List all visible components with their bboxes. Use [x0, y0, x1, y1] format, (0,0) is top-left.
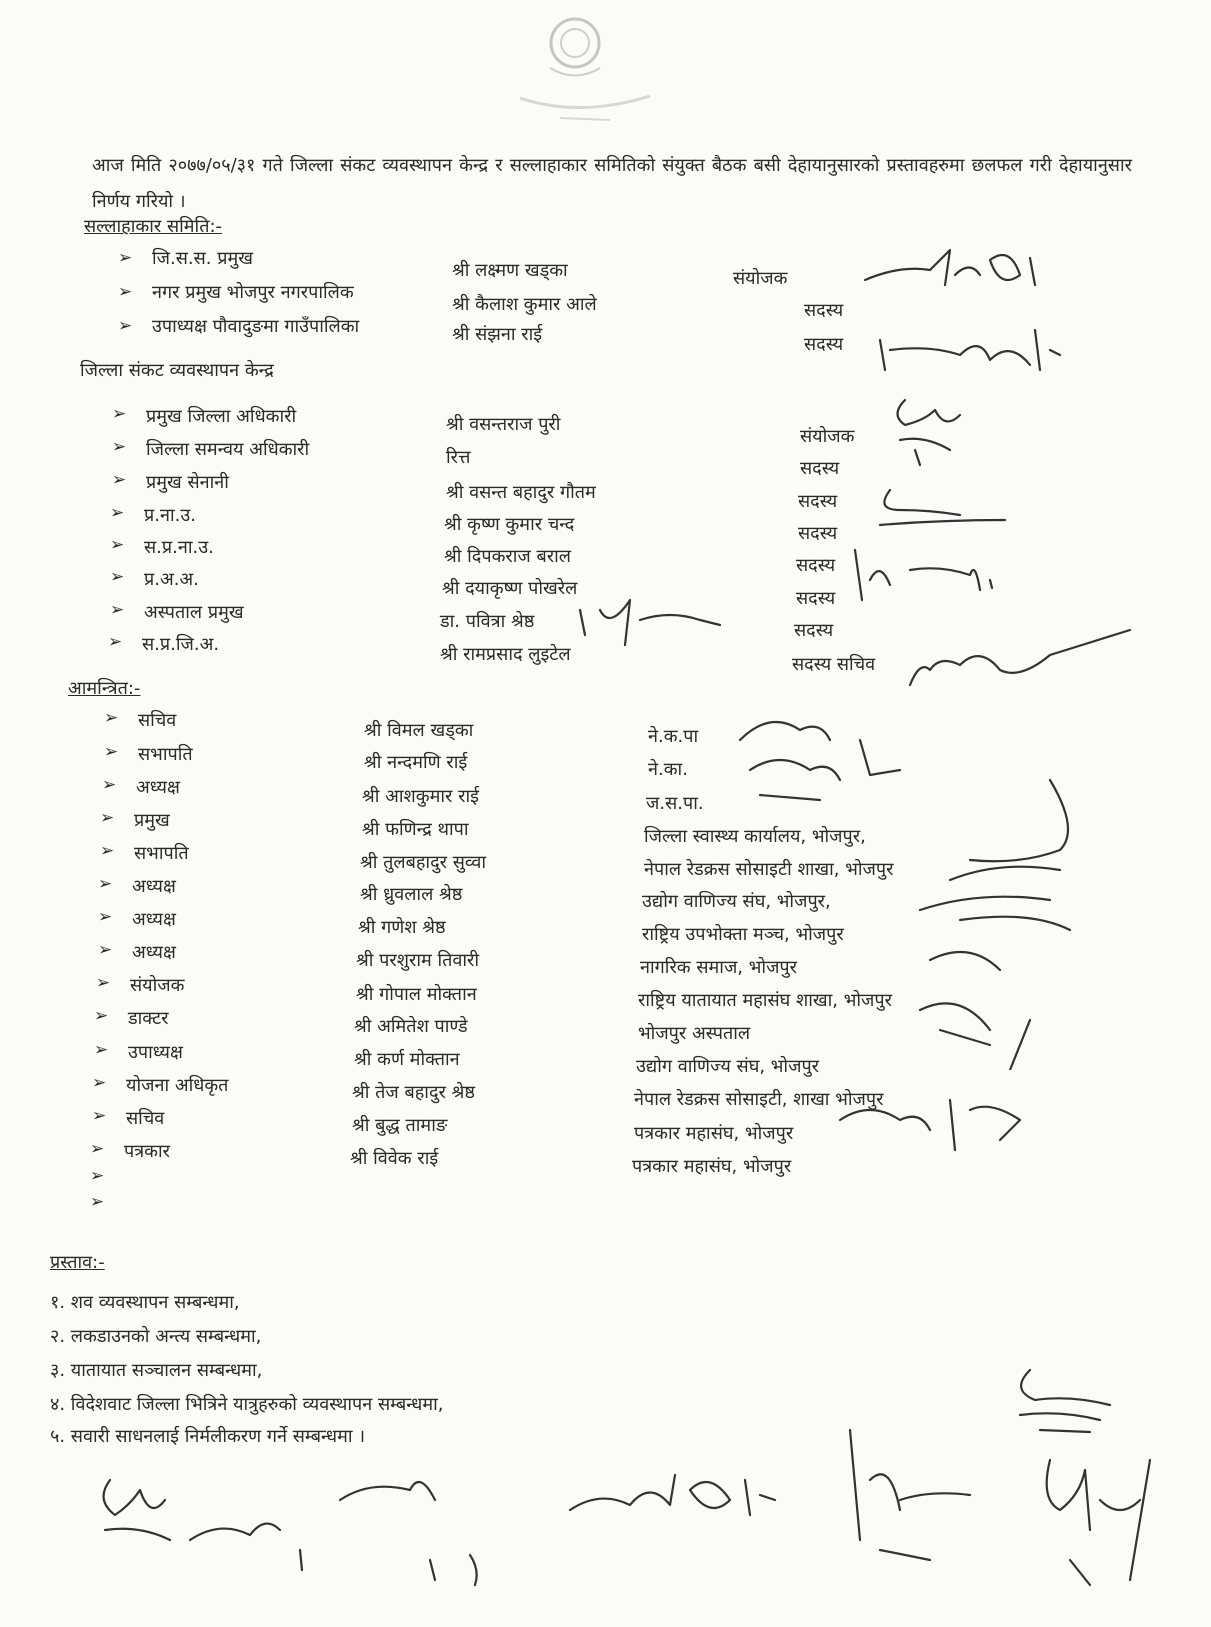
member-post: स.प्र.ना.उ. [144, 537, 214, 558]
member-post: जि.स.स. प्रमुख [152, 248, 253, 269]
member-org: पत्रकार महासंघ, भोजपुर [632, 1156, 792, 1177]
member-post: सचिव [126, 1108, 165, 1129]
member-post: प्र.अ.अ. [144, 569, 199, 590]
member-org: उद्योग वाणिज्य संघ, भोजपुर, [642, 891, 831, 912]
signature [1000, 1360, 1130, 1440]
signature [820, 1080, 1040, 1170]
member-name: श्री आशकुमार राई [362, 786, 479, 807]
member-org: नागरिक समाज, भोजपुर [640, 957, 798, 978]
member-post: जिल्ला समन्वय अधिकारी [146, 439, 310, 460]
member-post: सभापति [138, 744, 193, 765]
member-role: सदस्य [794, 620, 834, 641]
member-role: सदस्य [796, 555, 836, 576]
member-name: श्री परशुराम तिवारी [356, 950, 480, 971]
government-seal [520, 8, 670, 128]
member-role: सदस्य [804, 334, 844, 355]
signature [720, 700, 920, 810]
member-name: श्री अमितेश पाण्डे [354, 1016, 468, 1037]
signature [860, 240, 1060, 300]
member-post: उपाध्यक्ष पौवादुङमा गाउँपालिका [152, 316, 360, 337]
member-post: उपाध्यक्ष [128, 1042, 183, 1063]
signature [870, 320, 1070, 390]
bullet-icon: ➢ [110, 600, 125, 620]
member-post: सचिव [138, 710, 177, 731]
bullet-icon: ➢ [110, 535, 125, 555]
bullet-icon: ➢ [92, 1106, 107, 1126]
member-name: रित्त [446, 447, 471, 468]
bullet-icon: ➢ [96, 973, 111, 993]
signature [900, 770, 1100, 1070]
member-org: ने.का. [648, 759, 688, 780]
signature [90, 1460, 510, 1600]
member-name: श्री दिपकराज बराल [444, 546, 572, 567]
signature [885, 390, 985, 470]
member-role: संयोजक [800, 426, 855, 447]
member-post: अस्पताल प्रमुख [144, 602, 244, 623]
member-post: प्रमुख [134, 810, 170, 831]
signature [900, 625, 1140, 695]
member-org: राष्ट्रिय उपभोक्ता मञ्च, भोजपुर [642, 924, 844, 945]
member-name: श्री वसन्तराज पुरी [446, 414, 561, 435]
member-name: श्री कृष्ण कुमार चन्द [444, 514, 575, 535]
member-post: अध्यक्ष [132, 909, 176, 930]
bullet-icon: ➢ [104, 708, 119, 728]
member-name: डा. पवित्रा श्रेष्ठ [440, 611, 535, 632]
bullet-icon: ➢ [94, 1040, 109, 1060]
bullet-icon: ➢ [98, 940, 113, 960]
member-role: सदस्य [798, 523, 838, 544]
member-role: सदस्य [798, 491, 838, 512]
member-name: श्री कर्ण मोक्तान [354, 1049, 460, 1070]
member-post: सभापति [134, 843, 189, 864]
member-name: श्री तेज बहादुर श्रेष्ठ [352, 1082, 475, 1103]
member-org: ज.स.पा. [646, 793, 704, 814]
bullet-icon: ➢ [108, 632, 123, 652]
bullet-icon: ➢ [112, 404, 127, 424]
signature [1030, 1440, 1170, 1590]
signature [570, 590, 740, 650]
member-name: श्री कैलाश कुमार आले [452, 294, 597, 315]
member-post: पत्रकार [124, 1141, 171, 1162]
bullet-icon: ➢ [118, 316, 133, 336]
invitees-heading: आमन्त्रित:- [68, 678, 141, 699]
member-post: नगर प्रमुख भोजपुर नगरपालिक [152, 282, 354, 303]
member-org: ने.क.पा [648, 726, 699, 747]
bullet-icon: ➢ [98, 874, 113, 894]
member-post: प्रमुख जिल्ला अधिकारी [146, 406, 297, 427]
member-role: सदस्य [800, 458, 840, 479]
member-org: नेपाल रेडक्रस सोसाइटी शाखा, भोजपुर [644, 859, 894, 880]
member-role: सदस्य [796, 588, 836, 609]
bullet-icon: ➢ [98, 907, 113, 927]
crisis-center-heading: जिल्ला संकट व्यवस्थापन केन्द्र [80, 360, 274, 381]
member-name: श्री दयाकृष्ण पोखरेल [442, 578, 578, 599]
proposals-heading: प्रस्ताव:- [50, 1252, 105, 1273]
bullet-icon: ➢ [112, 470, 127, 490]
bullet-icon: ➢ [90, 1139, 105, 1159]
member-name: श्री विवेक राई [350, 1148, 439, 1169]
bullet-icon: ➢ [110, 567, 125, 587]
list-item: ४. विदेशवाट जिल्ला भित्रिने यात्रुहरुको व्यवस्थापन सम्बन्धमा, [50, 1394, 444, 1415]
bullet-icon: ➢ [90, 1192, 105, 1212]
bullet-icon: ➢ [100, 808, 115, 828]
member-name: श्री फणिन्द्र थापा [362, 819, 469, 840]
member-post: डाक्टर [128, 1008, 169, 1029]
member-role: सदस्य सचिव [792, 654, 876, 675]
member-org: उद्योग वाणिज्य संघ, भोजपुर [636, 1056, 820, 1077]
signature [840, 1420, 990, 1570]
member-name: श्री लक्ष्मण खड्का [452, 260, 568, 281]
member-name: श्री गोपाल मोक्तान [356, 984, 477, 1005]
member-org: नेपाल रेडक्रस सोसाइटी, शाखा भोजपुर [634, 1089, 884, 1110]
member-name: श्री वसन्त बहादुर गौतम [446, 482, 596, 503]
member-post: योजना अधिकृत [126, 1075, 229, 1096]
member-org: पत्रकार महासंघ, भोजपुर [634, 1123, 794, 1144]
member-name: श्री ध्रुवलाल श्रेष्ठ [360, 884, 463, 905]
member-role: संयोजक [733, 268, 788, 289]
meeting-intro: आज मिति २०७७/०५/३१ गते जिल्ला संकट व्यवस्थापन केन्द्र र सल्लाहाकार समितिको संयुक्त बैठक बसी देहायानुसारको प्रस्तावहरुमा छलफल गरी देहायानुसार निर्णय गरियो । [92, 155, 1132, 212]
bullet-icon: ➢ [112, 437, 127, 457]
member-name: श्री संझना राई [452, 324, 543, 345]
bullet-icon: ➢ [92, 1073, 107, 1093]
member-post: प्रमुख सेनानी [146, 472, 229, 493]
member-post: संयोजक [130, 975, 185, 996]
member-name: श्री तुलबहादुर सुव्वा [360, 852, 486, 873]
member-org: जिल्ला स्वास्थ्य कार्यालय, भोजपुर, [644, 826, 866, 847]
signature [560, 1460, 790, 1550]
member-post: स.प्र.जि.अ. [142, 634, 220, 655]
member-org: राष्ट्रिय यातायात महासंघ शाखा, भोजपुर [638, 990, 892, 1011]
list-item: ३. यातायात सञ्चालन सम्बन्धमा, [50, 1360, 263, 1381]
bullet-icon: ➢ [90, 1166, 105, 1186]
member-name: श्री रामप्रसाद लुइटेल [440, 644, 571, 665]
member-name: श्री विमल खड्का [364, 720, 474, 741]
advisory-heading: सल्लाहाकार समिति:- [84, 216, 223, 237]
bullet-icon: ➢ [100, 841, 115, 861]
member-org: भोजपुर अस्पताल [638, 1023, 751, 1044]
bullet-icon: ➢ [102, 775, 117, 795]
member-post: अध्यक्ष [136, 777, 180, 798]
bullet-icon: ➢ [118, 282, 133, 302]
member-post: अध्यक्ष [132, 876, 176, 897]
bullet-icon: ➢ [118, 248, 133, 268]
member-name: श्री नन्दमणि राई [364, 752, 468, 773]
signature [850, 540, 1010, 610]
list-item: १. शव व्यवस्थापन सम्बन्धमा, [50, 1292, 240, 1313]
member-post: अध्यक्ष [132, 942, 176, 963]
member-name: श्री बुद्ध तामाङ [352, 1115, 448, 1136]
bullet-icon: ➢ [94, 1006, 109, 1026]
list-item: २. लकडाउनको अन्त्य सम्बन्धमा, [50, 1326, 262, 1347]
bullet-icon: ➢ [104, 742, 119, 762]
member-role: सदस्य [804, 300, 844, 321]
list-item: ५. सवारी साधनलाई निर्मलीकरण गर्ने सम्बन्धमा । [50, 1426, 366, 1447]
member-name: श्री गणेश श्रेष्ठ [358, 917, 446, 938]
bullet-icon: ➢ [110, 503, 125, 523]
member-post: प्र.ना.उ. [144, 505, 196, 526]
